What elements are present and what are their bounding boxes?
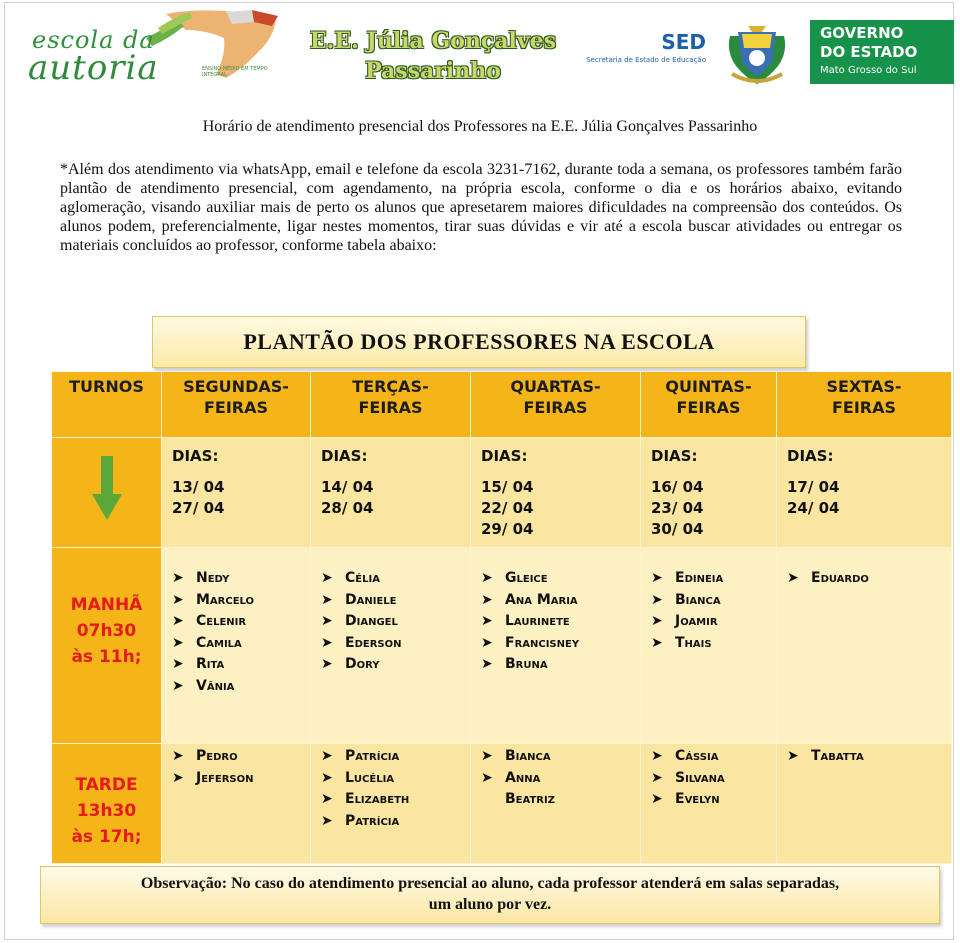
header-line1: QUINTAS- <box>665 377 752 396</box>
header-turnos-label: TURNOS <box>69 377 144 396</box>
intro-paragraph: *Além dos atendimento via whatsApp, email e telefone da escola 3231-7162, durante toda a semana, os professores também farão plantão de atendimento presencial, com agendamento, na própria escola, conforme o dia e os horários abaixo, evitando aglomeração, visando auxiliar mais de perto os alunos que apresetarem maiores dificuldades na compreensão dos conteúdos. Os alunos podem, preferencialmente, ligar nestes momentos, tirar suas dúvidas e vir até a escola buscar atividades ou entregar os materiais concluídos ao professor, conforme tabela abaixo: <box>60 161 902 254</box>
arrow-bullet-icon: ➤ <box>321 591 333 608</box>
days-label: DIAS: <box>787 447 834 465</box>
teacher-list-item <box>651 768 776 790</box>
header-line2: FEIRAS <box>676 398 741 417</box>
days-label: DIAS: <box>481 447 528 465</box>
teacher-list-item <box>172 611 310 633</box>
teacher-name: Diangel <box>345 613 398 629</box>
day-date: 16/ 04 <box>651 478 704 496</box>
teacher-name: Pedro <box>196 748 238 764</box>
teacher-list-item <box>787 746 951 768</box>
afternoon-quintas <box>641 744 777 864</box>
teacher-name: Patrícia <box>345 748 400 764</box>
teacher-name: Patrícia <box>345 812 400 829</box>
days-segundas <box>162 438 311 548</box>
teacher-name: Eduardo <box>811 570 869 586</box>
teacher-list-item <box>172 568 310 590</box>
teacher-list-item <box>321 811 470 833</box>
arrow-bullet-icon: ➤ <box>787 570 799 586</box>
teacher-list-item <box>321 590 470 612</box>
teacher-list-item <box>651 633 776 655</box>
schedule-table <box>52 372 952 864</box>
teacher-list-item <box>787 568 951 590</box>
arrow-bullet-icon: ➤ <box>481 613 493 629</box>
table-title-box <box>152 316 806 368</box>
header-line2: FEIRAS <box>358 398 423 417</box>
turn-afternoon <box>52 744 162 864</box>
teacher-list-item <box>651 568 776 590</box>
arrow-bullet-icon: ➤ <box>651 634 663 651</box>
sed-name: SED <box>661 30 706 54</box>
document-subtitle: Horário de atendimento presencial dos Professores na E.E. Júlia Gonçalves Passarinho <box>202 118 758 135</box>
arrow-bullet-icon: ➤ <box>321 656 333 672</box>
teacher-name: Camila <box>196 634 242 651</box>
arrow-bullet-icon: ➤ <box>481 570 493 586</box>
header-line2: FEIRAS <box>831 398 897 417</box>
logo-text-autoria: autoria <box>28 48 159 88</box>
gov-logo-line2: DO ESTADO <box>820 43 918 61</box>
teacher-list-item <box>481 568 640 590</box>
arrow-bullet-icon: ➤ <box>651 748 663 764</box>
school-name-line1: E.E. Júlia Gonçalves <box>309 28 557 54</box>
day-date: 27/ 04 <box>172 499 225 517</box>
teacher-name: Cássia <box>675 748 719 764</box>
header-tercas <box>311 372 471 438</box>
teacher-name: Elizabeth <box>345 791 410 807</box>
arrow-bullet-icon: ➤ <box>651 570 663 586</box>
teacher-list-item <box>651 590 776 612</box>
morning-tercas <box>311 548 471 744</box>
school-name-line2: Passarinho <box>365 58 501 84</box>
teacher-list-item <box>321 611 470 633</box>
observation-box <box>40 866 940 924</box>
teacher-name: Evelyn <box>675 791 720 807</box>
afternoon-segundas <box>162 744 311 864</box>
days-label: DIAS: <box>321 447 368 465</box>
morning-quartas <box>471 548 641 744</box>
turn-arrow-cell <box>52 438 162 548</box>
teacher-name: Lucélia <box>345 769 395 786</box>
teacher-name: Gleice <box>505 570 548 586</box>
teacher-name: Celenir <box>196 613 247 629</box>
header-line1: QUARTAS- <box>510 377 601 396</box>
morning-quintas <box>641 548 777 744</box>
arrow-bullet-icon: ➤ <box>321 613 333 629</box>
observation-line1: Observação: No caso do atendimento presencial ao aluno, cada professor atenderá em salas separadas, <box>140 875 840 892</box>
teacher-name: Tabatta <box>811 748 864 764</box>
morning-sextas <box>777 548 952 744</box>
teacher-list-item <box>651 611 776 633</box>
teacher-name: Vânia <box>196 677 235 694</box>
arrow-bullet-icon: ➤ <box>172 677 184 694</box>
teacher-name: Beatriz <box>505 791 555 807</box>
observation-line2: um aluno por vez. <box>428 896 552 913</box>
afternoon-sextas <box>777 744 952 864</box>
turn-morning-end: às 11h; <box>71 647 142 667</box>
arrow-bullet-icon: ➤ <box>481 591 493 608</box>
day-date: 14/ 04 <box>321 478 374 496</box>
arrow-bullet-icon: ➤ <box>321 748 333 764</box>
arrow-bullet-icon: ➤ <box>321 769 333 786</box>
teacher-name: Bruna <box>505 656 548 672</box>
teacher-name: Edineia <box>675 570 724 586</box>
teacher-name: Bianca <box>675 591 721 608</box>
teacher-name: Ana Maria <box>505 591 578 608</box>
header-line2: FEIRAS <box>203 398 269 417</box>
header-line1: SEGUNDAS- <box>183 377 289 396</box>
day-date: 24/ 04 <box>787 499 840 517</box>
morning-segundas <box>162 548 311 744</box>
header-turnos <box>52 372 162 438</box>
afternoon-tercas <box>311 744 471 864</box>
header-sextas <box>777 372 952 438</box>
arrow-bullet-icon: ➤ <box>172 748 184 764</box>
teacher-name: Rita <box>196 656 225 672</box>
teacher-list-item <box>481 768 640 790</box>
header-line1: SEXTAS- <box>826 377 902 396</box>
school-name <box>298 26 568 86</box>
teacher-name: Célia <box>345 570 380 586</box>
teacher-list-item <box>321 654 470 676</box>
days-quintas <box>641 438 777 548</box>
teacher-list-item <box>172 590 310 612</box>
arrow-bullet-icon: ➤ <box>651 769 663 786</box>
teacher-list-item <box>172 633 310 655</box>
teacher-list-item <box>481 746 640 768</box>
day-date: 30/ 04 <box>651 520 704 538</box>
teacher-list-item <box>321 568 470 590</box>
arrow-bullet-icon: ➤ <box>651 791 663 807</box>
arrow-bullet-icon: ➤ <box>481 634 493 651</box>
header-quintas <box>641 372 777 438</box>
days-tercas <box>311 438 471 548</box>
teacher-name: Bianca <box>505 748 551 764</box>
teacher-name: Joamir <box>675 613 718 629</box>
turn-afternoon-end: às 17h; <box>71 827 142 847</box>
header-quartas <box>471 372 641 438</box>
arrow-bullet-icon: ➤ <box>321 791 333 807</box>
teacher-name: Thais <box>675 634 712 651</box>
turn-afternoon-name: TARDE <box>75 775 138 795</box>
teacher-list-item <box>321 789 470 811</box>
header-line1: TERÇAS- <box>352 377 429 396</box>
logo-tagline: ENSINO MÉDIO EM TEMPO INTEGRAL <box>202 66 268 78</box>
sed-logo <box>586 28 726 88</box>
arrow-bullet-icon: ➤ <box>172 570 184 586</box>
arrow-bullet-icon: ➤ <box>651 591 663 608</box>
governo-estado-logo <box>810 20 954 84</box>
days-label: DIAS: <box>172 447 219 465</box>
teacher-list-item <box>651 746 776 768</box>
turn-afternoon-start: 13h30 <box>76 801 137 821</box>
green-down-arrow-icon <box>92 456 122 522</box>
teacher-list-item <box>321 633 470 655</box>
arrow-bullet-icon: ➤ <box>321 634 333 651</box>
arrow-bullet-icon: ➤ <box>321 570 333 586</box>
teacher-list-item <box>481 633 640 655</box>
days-sextas <box>777 438 952 548</box>
day-date: 15/ 04 <box>481 478 534 496</box>
teacher-name: Marcelo <box>196 591 255 608</box>
day-date: 17/ 04 <box>787 478 840 496</box>
gov-logo-line3: Mato Grosso do Sul <box>820 65 917 76</box>
arrow-bullet-icon: ➤ <box>172 634 184 651</box>
turn-morning-name: MANHÃ <box>70 595 143 615</box>
teacher-name: Dory <box>345 656 380 672</box>
teacher-list-item <box>651 789 776 811</box>
teacher-name: Laurinete <box>505 613 570 629</box>
arrow-bullet-icon: ➤ <box>321 812 333 829</box>
afternoon-quartas <box>471 744 641 864</box>
coat-of-arms-icon <box>722 22 792 88</box>
table-title: PLANTÃO DOS PROFESSORES NA ESCOLA <box>243 329 715 354</box>
days-label: DIAS: <box>651 447 698 465</box>
arrow-bullet-icon: ➤ <box>651 613 663 629</box>
escola-da-autoria-logo <box>26 8 286 88</box>
teacher-list-item <box>321 768 470 790</box>
teacher-name: Francisney <box>505 634 580 651</box>
logo-text-escola-da: escola da <box>32 26 155 54</box>
teacher-list-item <box>172 654 310 676</box>
day-date: 28/ 04 <box>321 499 374 517</box>
teacher-name: Daniele <box>345 591 397 608</box>
teacher-list-item <box>172 768 310 790</box>
teacher-list-item <box>172 746 310 768</box>
turn-morning-start: 07h30 <box>76 621 137 641</box>
arrow-bullet-icon: ➤ <box>481 656 493 672</box>
teacher-name: Nedy <box>196 570 230 586</box>
arrow-bullet-icon <box>481 789 505 811</box>
header <box>0 0 960 110</box>
arrow-bullet-icon: ➤ <box>172 613 184 629</box>
arrow-bullet-icon: ➤ <box>172 656 184 672</box>
teacher-list-item <box>172 676 310 698</box>
teacher-list-item <box>481 611 640 633</box>
arrow-bullet-icon: ➤ <box>787 748 799 764</box>
teacher-list-item <box>321 746 470 768</box>
turn-morning <box>52 548 162 744</box>
teacher-list-item <box>481 590 640 612</box>
arrow-bullet-icon: ➤ <box>172 591 184 608</box>
teacher-list-item <box>481 789 640 811</box>
arrow-bullet-icon: ➤ <box>172 769 184 786</box>
header-line2: FEIRAS <box>523 398 588 417</box>
day-date: 23/ 04 <box>651 499 704 517</box>
teacher-list-item <box>481 654 640 676</box>
arrow-bullet-icon: ➤ <box>481 769 493 786</box>
days-quartas <box>471 438 641 548</box>
gov-logo-line1: GOVERNO <box>820 24 904 42</box>
arrow-bullet-icon: ➤ <box>481 748 493 764</box>
day-date: 13/ 04 <box>172 478 225 496</box>
teacher-name: Silvana <box>675 769 725 786</box>
teacher-name: Jeferson <box>196 769 254 786</box>
day-date: 22/ 04 <box>481 499 534 517</box>
sed-description: Secretaria de Estado de Educação <box>586 56 706 64</box>
teacher-name: Ederson <box>345 634 402 651</box>
header-segundas <box>162 372 311 438</box>
teacher-name: Anna <box>505 769 541 786</box>
day-date: 29/ 04 <box>481 520 534 538</box>
